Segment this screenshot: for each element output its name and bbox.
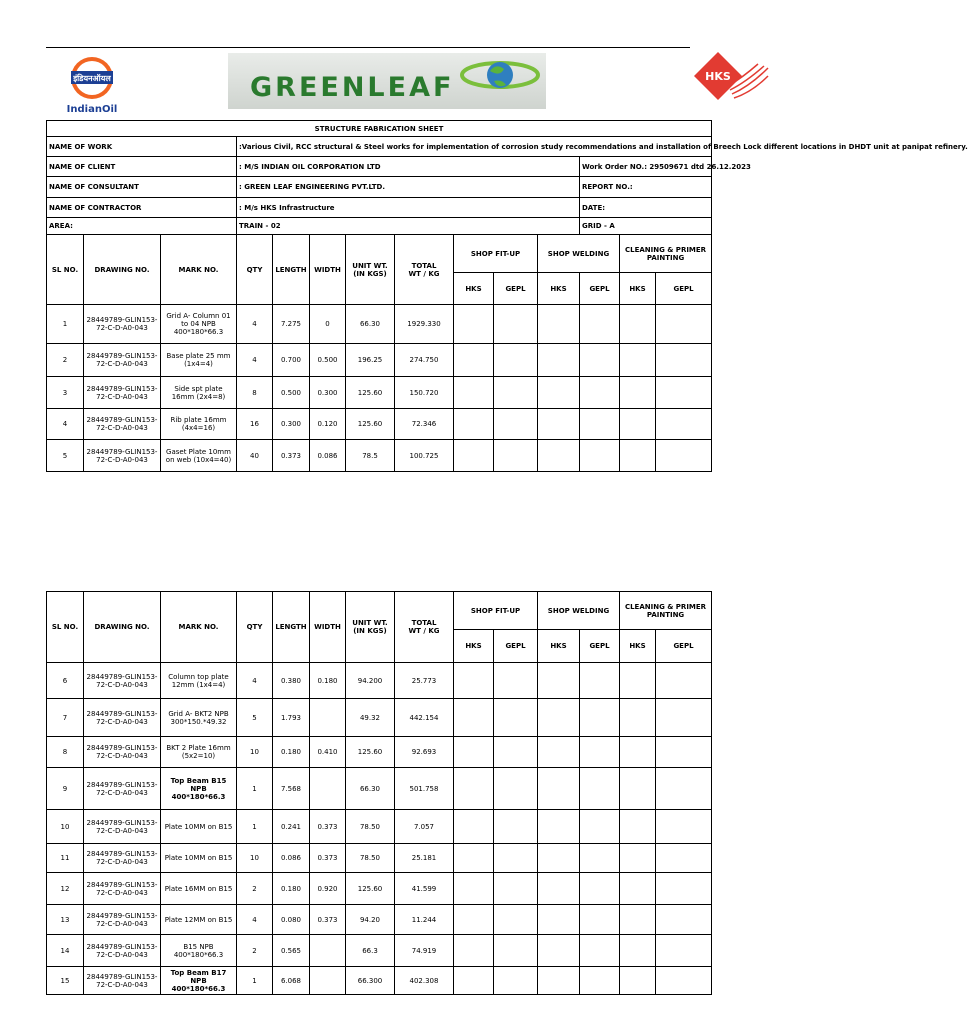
col-mark-no: MARK NO. xyxy=(161,235,237,305)
status-cell xyxy=(494,905,538,935)
hks-logo xyxy=(694,52,768,114)
status-cell xyxy=(494,768,538,810)
sl-no-cell: 14 xyxy=(47,935,84,967)
top-rule xyxy=(46,47,690,48)
col-fitup-hks: HKS xyxy=(454,630,494,663)
table-1-body xyxy=(47,305,712,472)
status-cell xyxy=(656,967,712,995)
area-label: AREA: xyxy=(47,218,237,235)
mark-no-cell: Top Beam B15 NPB 400*180*66.3 xyxy=(161,768,237,810)
sl-no-cell: 3 xyxy=(47,377,84,409)
status-cell xyxy=(538,377,580,409)
width-cell: 0.920 xyxy=(310,873,346,905)
status-cell xyxy=(538,737,580,768)
mark-no-cell: Plate 10MM on B15 xyxy=(161,844,237,873)
mark-no-cell: Gaset Plate 10mm on web (10x4=40) xyxy=(161,440,237,472)
col-fitup-gepl: GEPL xyxy=(494,630,538,663)
col-fitup-gepl: GEPL xyxy=(494,273,538,305)
status-cell xyxy=(620,873,656,905)
status-cell xyxy=(656,844,712,873)
col-shop-welding: SHOP WELDING xyxy=(538,235,620,273)
indianoil-logo xyxy=(64,56,122,116)
indianoil-hindi-text: इंडियनऑयल xyxy=(73,74,111,83)
status-cell xyxy=(454,967,494,995)
col-welding-gepl: GEPL xyxy=(580,630,620,663)
qty-cell: 4 xyxy=(237,663,273,699)
total-wt-cell: 1929.330 xyxy=(395,305,454,344)
table-row xyxy=(47,768,712,810)
sl-no-cell: 11 xyxy=(47,844,84,873)
status-cell xyxy=(454,699,494,737)
col-length: LENGTH xyxy=(273,235,310,305)
sl-no-cell: 10 xyxy=(47,810,84,844)
hks-logo-text: HKS xyxy=(705,70,731,83)
unit-wt-cell: 49.32 xyxy=(346,699,395,737)
unit-wt-cell: 125.60 xyxy=(346,737,395,768)
status-cell xyxy=(620,844,656,873)
sl-no-cell: 2 xyxy=(47,344,84,377)
total-wt-cell: 442.154 xyxy=(395,699,454,737)
status-cell xyxy=(620,737,656,768)
qty-cell: 16 xyxy=(237,409,273,440)
length-cell: 0.080 xyxy=(273,905,310,935)
status-cell xyxy=(454,305,494,344)
col-total-wt: TOTAL WT / KG xyxy=(395,592,454,663)
status-cell xyxy=(656,810,712,844)
status-cell xyxy=(494,844,538,873)
mark-no-cell: Side spt plate 16mm (2x4=8) xyxy=(161,377,237,409)
status-cell xyxy=(494,699,538,737)
unit-wt-cell: 125.60 xyxy=(346,409,395,440)
status-cell xyxy=(494,377,538,409)
status-cell xyxy=(538,905,580,935)
col-width: WIDTH xyxy=(310,592,346,663)
status-cell xyxy=(620,663,656,699)
sl-no-cell: 8 xyxy=(47,737,84,768)
total-wt-cell: 41.599 xyxy=(395,873,454,905)
mark-no-cell: Plate 12MM on B15 xyxy=(161,905,237,935)
unit-wt-cell: 125.60 xyxy=(346,873,395,905)
width-cell: 0.373 xyxy=(310,905,346,935)
length-cell: 0.373 xyxy=(273,440,310,472)
status-cell xyxy=(620,409,656,440)
consultant-value: : GREEN LEAF ENGINEERING PVT.LTD. xyxy=(237,177,580,198)
total-wt-cell: 501.758 xyxy=(395,768,454,810)
qty-cell: 8 xyxy=(237,377,273,409)
total-wt-cell: 274.750 xyxy=(395,344,454,377)
status-cell xyxy=(538,663,580,699)
unit-wt-cell: 78.50 xyxy=(346,844,395,873)
unit-wt-cell: 66.30 xyxy=(346,768,395,810)
width-cell: 0.180 xyxy=(310,663,346,699)
status-cell xyxy=(454,663,494,699)
status-cell xyxy=(454,344,494,377)
status-cell xyxy=(656,873,712,905)
status-cell xyxy=(656,409,712,440)
col-unit-wt: UNIT WT. (IN KGS) xyxy=(346,592,395,663)
status-cell xyxy=(538,967,580,995)
table-row xyxy=(47,663,712,699)
table-row xyxy=(47,409,712,440)
status-cell xyxy=(656,663,712,699)
sl-no-cell: 4 xyxy=(47,409,84,440)
status-cell xyxy=(494,440,538,472)
width-cell: 0.086 xyxy=(310,440,346,472)
col-cleaning: CLEANING & PRIMER PAINTING xyxy=(620,235,712,273)
status-cell xyxy=(656,344,712,377)
width-cell xyxy=(310,699,346,737)
table-row xyxy=(47,935,712,967)
status-cell xyxy=(656,935,712,967)
sl-no-cell: 15 xyxy=(47,967,84,995)
table-row xyxy=(47,810,712,844)
drawing-no-cell: 28449789-GLIN153- 72-C-D-A0-043 xyxy=(84,305,161,344)
col-cleaning: CLEANING & PRIMER PAINTING xyxy=(620,592,712,630)
status-cell xyxy=(580,967,620,995)
length-cell: 7.275 xyxy=(273,305,310,344)
drawing-no-cell: 28449789-GLIN153- 72-C-D-A0-043 xyxy=(84,768,161,810)
unit-wt-cell: 66.300 xyxy=(346,967,395,995)
width-cell: 0 xyxy=(310,305,346,344)
area-value: TRAIN - 02 xyxy=(237,218,580,235)
status-cell xyxy=(580,377,620,409)
status-cell xyxy=(494,305,538,344)
drawing-no-cell: 28449789-GLIN153- 72-C-D-A0-043 xyxy=(84,905,161,935)
fabrication-table-1 xyxy=(46,120,968,472)
col-fitup-hks: HKS xyxy=(454,273,494,305)
status-cell xyxy=(656,905,712,935)
col-sl-no: SL NO. xyxy=(47,235,84,305)
table-row xyxy=(47,737,712,768)
mark-no-cell: Base plate 25 mm (1x4=4) xyxy=(161,344,237,377)
col-drawing-no: DRAWING NO. xyxy=(84,592,161,663)
length-cell: 0.380 xyxy=(273,663,310,699)
table-row xyxy=(47,344,712,377)
status-cell xyxy=(656,305,712,344)
width-cell xyxy=(310,967,346,995)
sl-no-cell: 5 xyxy=(47,440,84,472)
col-qty: QTY xyxy=(237,592,273,663)
qty-cell: 2 xyxy=(237,873,273,905)
col-shop-welding: SHOP WELDING xyxy=(538,592,620,630)
status-cell xyxy=(494,663,538,699)
name-of-work-label: NAME OF WORK xyxy=(47,137,237,157)
sl-no-cell: 9 xyxy=(47,768,84,810)
status-cell xyxy=(580,810,620,844)
length-cell: 0.565 xyxy=(273,935,310,967)
sl-no-cell: 12 xyxy=(47,873,84,905)
status-cell xyxy=(620,768,656,810)
status-cell xyxy=(494,344,538,377)
mark-no-cell: Top Beam B17 NPB 400*180*66.3 xyxy=(161,967,237,995)
total-wt-cell: 25.181 xyxy=(395,844,454,873)
total-wt-cell: 72.346 xyxy=(395,409,454,440)
sl-no-cell: 6 xyxy=(47,663,84,699)
status-cell xyxy=(538,409,580,440)
status-cell xyxy=(454,810,494,844)
mark-no-cell: Rib plate 16mm (4x4=16) xyxy=(161,409,237,440)
status-cell xyxy=(580,699,620,737)
col-cleaning-hks: HKS xyxy=(620,630,656,663)
status-cell xyxy=(620,377,656,409)
mark-no-cell: Column top plate 12mm (1x4=4) xyxy=(161,663,237,699)
status-cell xyxy=(620,935,656,967)
table-row xyxy=(47,305,712,344)
length-cell: 0.086 xyxy=(273,844,310,873)
status-cell xyxy=(538,305,580,344)
unit-wt-cell: 94.20 xyxy=(346,905,395,935)
width-cell: 0.410 xyxy=(310,737,346,768)
status-cell xyxy=(538,810,580,844)
greenleaf-text: GREENLEAF xyxy=(250,72,455,103)
col-mark-no: MARK NO. xyxy=(161,592,237,663)
status-cell xyxy=(580,440,620,472)
status-cell xyxy=(454,737,494,768)
length-cell: 0.180 xyxy=(273,873,310,905)
width-cell: 0.373 xyxy=(310,810,346,844)
col-cleaning-hks: HKS xyxy=(620,273,656,305)
contractor-label: NAME OF CONTRACTOR xyxy=(47,198,237,218)
status-cell xyxy=(656,377,712,409)
status-cell xyxy=(494,737,538,768)
status-cell xyxy=(656,440,712,472)
status-cell xyxy=(454,768,494,810)
status-cell xyxy=(580,844,620,873)
status-cell xyxy=(656,699,712,737)
unit-wt-cell: 66.3 xyxy=(346,935,395,967)
col-sl-no: SL NO. xyxy=(47,592,84,663)
width-cell: 0.300 xyxy=(310,377,346,409)
drawing-no-cell: 28449789-GLIN153- 72-C-D-A0-043 xyxy=(84,377,161,409)
drawing-no-cell: 28449789-GLIN153- 72-C-D-A0-043 xyxy=(84,440,161,472)
qty-cell: 10 xyxy=(237,844,273,873)
mark-no-cell: Grid A- Column 01 to 04 NPB 400*180*66.3 xyxy=(161,305,237,344)
length-cell: 7.568 xyxy=(273,768,310,810)
col-unit-wt: UNIT WT. (IN KGS) xyxy=(346,235,395,305)
status-cell xyxy=(580,768,620,810)
total-wt-cell: 150.720 xyxy=(395,377,454,409)
status-cell xyxy=(580,344,620,377)
drawing-no-cell: 28449789-GLIN153- 72-C-D-A0-043 xyxy=(84,663,161,699)
status-cell xyxy=(454,844,494,873)
fabrication-table-2 xyxy=(46,591,712,995)
drawing-no-cell: 28449789-GLIN153- 72-C-D-A0-043 xyxy=(84,409,161,440)
status-cell xyxy=(580,873,620,905)
qty-cell: 1 xyxy=(237,810,273,844)
col-cleaning-gepl: GEPL xyxy=(656,273,712,305)
status-cell xyxy=(538,935,580,967)
status-cell xyxy=(494,967,538,995)
table-2-body xyxy=(47,663,712,995)
mark-no-cell: B15 NPB 400*180*66.3 xyxy=(161,935,237,967)
status-cell xyxy=(620,440,656,472)
col-width: WIDTH xyxy=(310,235,346,305)
sl-no-cell: 13 xyxy=(47,905,84,935)
qty-cell: 4 xyxy=(237,905,273,935)
status-cell xyxy=(454,873,494,905)
status-cell xyxy=(454,377,494,409)
status-cell xyxy=(580,305,620,344)
qty-cell: 2 xyxy=(237,935,273,967)
total-wt-cell: 92.693 xyxy=(395,737,454,768)
width-cell: 0.120 xyxy=(310,409,346,440)
drawing-no-cell: 28449789-GLIN153- 72-C-D-A0-043 xyxy=(84,737,161,768)
consultant-label: NAME OF CONSULTANT xyxy=(47,177,237,198)
status-cell xyxy=(580,905,620,935)
col-shop-fitup: SHOP FIT-UP xyxy=(454,592,538,630)
width-cell: 0.373 xyxy=(310,844,346,873)
unit-wt-cell: 78.5 xyxy=(346,440,395,472)
status-cell xyxy=(538,768,580,810)
drawing-no-cell: 28449789-GLIN153- 72-C-D-A0-043 xyxy=(84,873,161,905)
name-of-work-value: :Various Civil, RCC structural & Steel works for implementation of corrosion study recommendations and installation of Breech Lock different locations in DHDT unit at panipat refinery. xyxy=(237,137,712,157)
sl-no-cell: 1 xyxy=(47,305,84,344)
drawing-no-cell: 28449789-GLIN153- 72-C-D-A0-043 xyxy=(84,344,161,377)
indianoil-text: IndianOil xyxy=(66,104,118,115)
report-no: REPORT NO.: xyxy=(580,177,712,198)
length-cell: 0.700 xyxy=(273,344,310,377)
qty-cell: 1 xyxy=(237,967,273,995)
unit-wt-cell: 125.60 xyxy=(346,377,395,409)
status-cell xyxy=(656,737,712,768)
mark-no-cell: Plate 16MM on B15 xyxy=(161,873,237,905)
col-drawing-no: DRAWING NO. xyxy=(84,235,161,305)
status-cell xyxy=(620,905,656,935)
length-cell: 0.241 xyxy=(273,810,310,844)
unit-wt-cell: 196.25 xyxy=(346,344,395,377)
drawing-no-cell: 28449789-GLIN153- 72-C-D-A0-043 xyxy=(84,810,161,844)
status-cell xyxy=(454,440,494,472)
length-cell: 0.180 xyxy=(273,737,310,768)
table-row xyxy=(47,873,712,905)
table-row xyxy=(47,699,712,737)
status-cell xyxy=(494,409,538,440)
total-wt-cell: 100.725 xyxy=(395,440,454,472)
qty-cell: 10 xyxy=(237,737,273,768)
qty-cell: 5 xyxy=(237,699,273,737)
total-wt-cell: 25.773 xyxy=(395,663,454,699)
status-cell xyxy=(580,737,620,768)
table-row xyxy=(47,377,712,409)
status-cell xyxy=(580,935,620,967)
mark-no-cell: Grid A- BKT2 NPB 300*150.*49.32 xyxy=(161,699,237,737)
length-cell: 6.068 xyxy=(273,967,310,995)
status-cell xyxy=(580,663,620,699)
status-cell xyxy=(620,305,656,344)
unit-wt-cell: 66.30 xyxy=(346,305,395,344)
col-welding-gepl: GEPL xyxy=(580,273,620,305)
qty-cell: 4 xyxy=(237,305,273,344)
table-row xyxy=(47,967,712,995)
drawing-no-cell: 28449789-GLIN153- 72-C-D-A0-043 xyxy=(84,844,161,873)
table-row xyxy=(47,844,712,873)
status-cell xyxy=(620,810,656,844)
qty-cell: 1 xyxy=(237,768,273,810)
unit-wt-cell: 78.50 xyxy=(346,810,395,844)
total-wt-cell: 7.057 xyxy=(395,810,454,844)
client-label: NAME OF CLIENT xyxy=(47,157,237,177)
drawing-no-cell: 28449789-GLIN153- 72-C-D-A0-043 xyxy=(84,935,161,967)
length-cell: 0.300 xyxy=(273,409,310,440)
status-cell xyxy=(538,344,580,377)
date-label: DATE: xyxy=(580,198,712,218)
table-row xyxy=(47,905,712,935)
status-cell xyxy=(580,409,620,440)
qty-cell: 4 xyxy=(237,344,273,377)
status-cell xyxy=(494,810,538,844)
width-cell: 0.500 xyxy=(310,344,346,377)
drawing-no-cell: 28449789-GLIN153- 72-C-D-A0-043 xyxy=(84,967,161,995)
total-wt-cell: 402.308 xyxy=(395,967,454,995)
qty-cell: 40 xyxy=(237,440,273,472)
status-cell xyxy=(454,905,494,935)
status-cell xyxy=(620,699,656,737)
col-shop-fitup: SHOP FIT-UP xyxy=(454,235,538,273)
total-wt-cell: 11.244 xyxy=(395,905,454,935)
status-cell xyxy=(538,873,580,905)
drawing-no-cell: 28449789-GLIN153- 72-C-D-A0-043 xyxy=(84,699,161,737)
mark-no-cell: Plate 10MM on B15 xyxy=(161,810,237,844)
grid-label: GRID - A xyxy=(580,218,712,235)
status-cell xyxy=(494,873,538,905)
width-cell xyxy=(310,768,346,810)
length-cell: 0.500 xyxy=(273,377,310,409)
col-qty: QTY xyxy=(237,235,273,305)
col-total-wt: TOTAL WT / KG xyxy=(395,235,454,305)
status-cell xyxy=(454,409,494,440)
col-length: LENGTH xyxy=(273,592,310,663)
table-row xyxy=(47,440,712,472)
contractor-value: : M/s HKS Infrastructure xyxy=(237,198,580,218)
unit-wt-cell: 94.200 xyxy=(346,663,395,699)
col-welding-hks: HKS xyxy=(538,630,580,663)
client-value: : M/S INDIAN OIL CORPORATION LTD xyxy=(237,157,580,177)
status-cell xyxy=(538,844,580,873)
width-cell xyxy=(310,935,346,967)
sheet-title: STRUCTURE FABRICATION SHEET xyxy=(47,121,712,137)
greenleaf-logo xyxy=(228,53,546,109)
status-cell xyxy=(538,699,580,737)
status-cell xyxy=(620,967,656,995)
col-welding-hks: HKS xyxy=(538,273,580,305)
length-cell: 1.793 xyxy=(273,699,310,737)
status-cell xyxy=(454,935,494,967)
mark-no-cell: BKT 2 Plate 16mm (5x2=10) xyxy=(161,737,237,768)
sl-no-cell: 7 xyxy=(47,699,84,737)
status-cell xyxy=(494,935,538,967)
work-order: Work Order NO.: 29509671 dtd 26.12.2023 xyxy=(580,157,712,177)
col-cleaning-gepl: GEPL xyxy=(656,630,712,663)
total-wt-cell: 74.919 xyxy=(395,935,454,967)
status-cell xyxy=(656,768,712,810)
status-cell xyxy=(538,440,580,472)
status-cell xyxy=(620,344,656,377)
